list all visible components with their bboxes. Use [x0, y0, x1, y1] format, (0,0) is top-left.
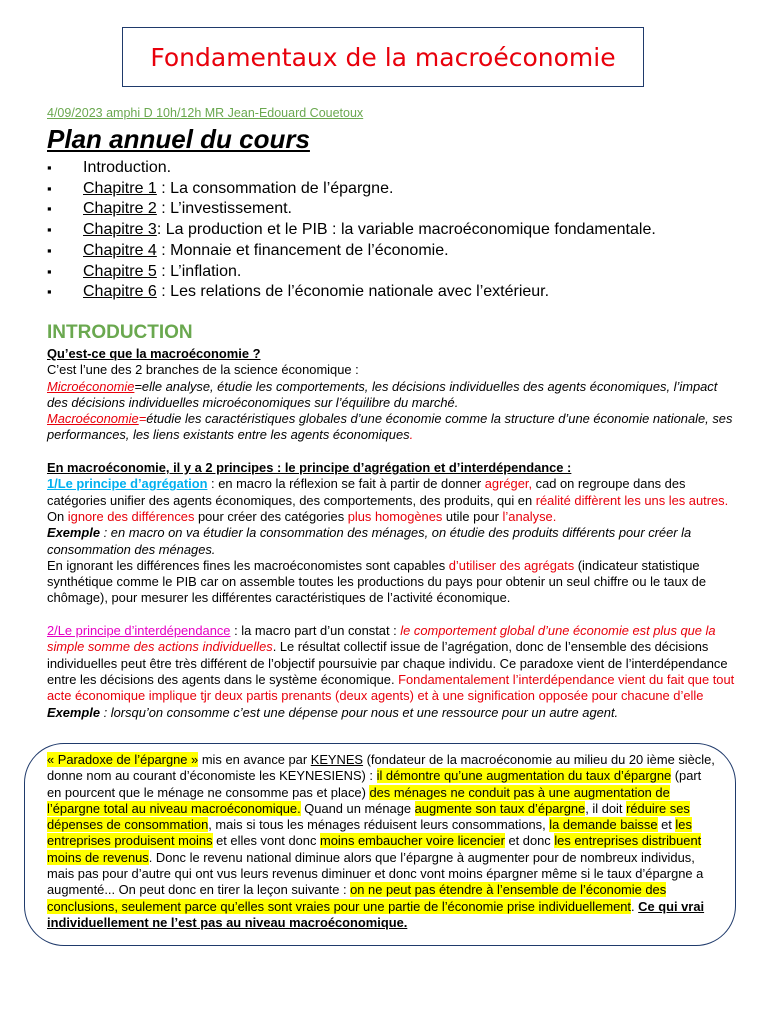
plan-item: ▪ Chapitre 1 : La consommation de l’épargne.: [47, 179, 747, 200]
principle-interdependence: 2/Le principe d’interdépendance : la macro part d’un constat : le comportement global d’une économie est plus que la simple somme des actions individuelles. Le résultat collectif issue de l’agrégation, donc de l’ensemble des décisions individuelles peut être très différent de l’objectif poursuivie par chaque individu. Ce paradoxe vient de l’interdépendance entre les décisions des agents dans le système économique. Fondamentalement l’interdépendance vient du fait que tout acte économique implique tjr deux partis prenants (deux agents) et à une signification opposée pour chacune d’elle: [47, 623, 735, 704]
chapter-label: Chapitre 1: [83, 179, 157, 197]
date-line: 4/09/2023 amphi D 10h/12h MR Jean-Edouard Couetoux: [47, 106, 364, 120]
bullet-icon: ▪: [47, 222, 52, 238]
plan-item: ▪ Introduction.: [47, 158, 747, 179]
bullet-icon: ▪: [47, 242, 52, 258]
micro-definition: Microéconomie=elle analyse, étudie les comportements, les décisions individuelles des agents économiques, l’impact des décisions individuelles microéconomiques sur l’équilibre du marché.: [47, 378, 718, 410]
chapter-label: Chapitre 5: [83, 262, 157, 280]
plan-item: ▪ Chapitre 3: La production et le PIB : la variable macroéconomique fondamentale.: [47, 220, 747, 241]
chapter-label: Chapitre 3: [83, 221, 157, 239]
macro-definition: Macroéconomie=étudie les caractéristiques globales d’une économie comme la structure d’une économie nationale, ses performances, les liens existants entre les agents économiques.: [47, 411, 733, 443]
aggregates-text: En ignorant les différences fines les macroéconomistes sont capables d’utiliser des agrégats (indicateur statistique synthétique comme le PIB car on assemble toutes les productions du pays pour obtenir un seul chiffre ou le taux de chômage), pour mesurer les différentes caractéristiques de l’activité économique.: [47, 557, 706, 606]
plan-item: ▪ Chapitre 4 : Monnaie et financement de l’économie.: [47, 241, 747, 262]
chapter-label: Chapitre 6: [83, 283, 157, 301]
bullet-icon: ▪: [47, 284, 52, 300]
principle-aggregation: 1/Le principe d’agrégation : en macro la réflexion se fait à partir de donner agréger, cad on regroupe dans des catégories unifier des agents économiques, des comportements, des produits, qui en réalité diffèrent les uns les autres. On ignore des différences pour créer des catégories plus homogènes utile pour l’analyse.: [47, 476, 729, 524]
chapter-label: Chapitre 2: [83, 200, 157, 218]
question-heading: Qu’est-ce que la macroéconomie ?: [47, 346, 261, 361]
bullet-icon: ▪: [47, 160, 52, 175]
plan-item: ▪ Chapitre 5 : L’inflation.: [47, 262, 747, 283]
plan-list: [47, 158, 747, 303]
branches-text: C’est l’une des 2 branches de la science économique :: [47, 362, 359, 378]
interdependence-example: Exemple : lorsqu’on consomme c’est une dépense pour nous et une ressource pour un autre agent.: [47, 704, 619, 720]
bullet-icon: ▪: [47, 180, 52, 196]
paradox-text: « Paradoxe de l’épargne » mis en avance par KEYNES (fondateur de la macroéconomie au milieu du 20 ième siècle, donne nom au courant d’économiste les KEYNESIENS) : il démontre qu’une augmentation du taux d’épargne (part en pourcent que le ménage ne consomme pas et place) des ménages ne conduit pas à une augmentation de l’épargne total au niveau macroéconomique. Quand un ménage augmente son taux d’épargne, il doit réduire ses dépenses de consommation, mais si tous les ménages réduisent leurs consommations, la demande baisse et les entreprises produisent moins et elles vont donc moins embaucher voire licencier et donc les entreprises distribuent moins de revenus. Donc le revenu national diminue alors que l’épargne à augmenter pour de nombreux individus, mais pas pour d’autre qui ont vus leurs revenus diminuer et donc vont moins épargner même si le taux d’épargne a augmenté... On peut donc en tirer la leçon suivante : on ne peut pas étendre à l’ensemble de l’économie des conclusions, seulement parce qu’elles sont vraies pour une partie de l’économie prise individuellement. Ce qui vrai individuellement ne l’est pas au niveau macroéconomique.: [47, 752, 715, 930]
plan-item: ▪ Chapitre 2 : L’investissement.: [47, 199, 747, 220]
introduction-heading: INTRODUCTION: [47, 322, 193, 343]
introduction-body: [47, 346, 737, 721]
plan-item: ▪ Chapitre 6 : Les relations de l’économie nationale avec l’extérieur.: [47, 282, 747, 303]
aggregation-example: Exemple : en macro on va étudier la consommation des ménages, on étudie des produits différents pour créer la consommation des ménages.: [47, 525, 692, 557]
bullet-icon: ▪: [47, 201, 52, 217]
document-title: Fondamentaux de la macroéconomie: [150, 42, 616, 72]
principles-heading: En macroéconomie, il y a 2 principes : le principe d’agrégation et d’interdépendance :: [47, 460, 572, 476]
chapter-label: Chapitre 4: [83, 241, 157, 259]
bullet-icon: ▪: [47, 263, 52, 279]
title-box: [122, 27, 644, 87]
plan-heading: Plan annuel du cours: [47, 124, 310, 154]
